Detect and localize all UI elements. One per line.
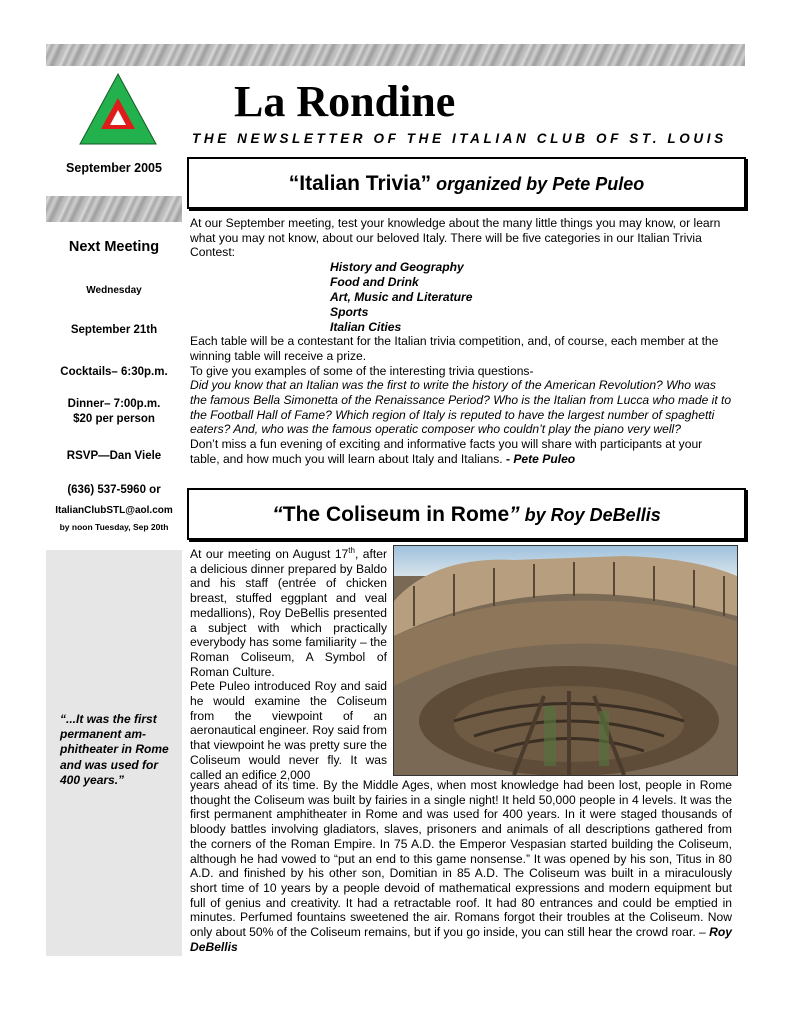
article2-signature: Roy DeBellis xyxy=(190,925,732,954)
list-item: Sports xyxy=(330,304,369,319)
date-suffix: th xyxy=(348,546,355,555)
rsvp-deadline: by noon Tuesday, Sep 20th xyxy=(59,522,169,532)
article1-closing-para xyxy=(190,437,732,466)
article1-signature: - Pete Puleo xyxy=(505,451,576,466)
article2-title: The Coliseum in Rome xyxy=(282,503,510,526)
issue-date: September 2005 xyxy=(66,161,162,175)
article2-para2: Pete Puleo introduced Roy and said he would examine the Coliseum from the viewpoint of an aeronautical engineer. Roy said from that viewpoint he was pretty sure the Coliseum would never fly. It was called an edifice 2,000 xyxy=(190,679,387,782)
article1-title: “Italian Trivia” xyxy=(288,172,432,195)
rsvp-email[interactable]: ItalianClubSTL@aol.com xyxy=(55,505,173,516)
para1-rest: , after a delicious dinner prepared by Baldo and his staff (entrée of chicken breast, stuffed eggplant and veal medallions), Roy DeBellis presented a subject with which practically everybody has some familiarity – the Roman Coliseum, A Symbol of Roman Culture. xyxy=(190,547,388,679)
list-item: History and Geography xyxy=(330,260,464,274)
article2-para1 xyxy=(190,544,387,679)
title-open-quote: “ xyxy=(272,503,283,526)
article2-heading-box xyxy=(187,488,746,540)
article1-heading-box xyxy=(187,157,746,209)
article1-intro: At our September meeting, test your knowledge about the many little things you may know, or learn what you may not know, about our beloved Italy. There will be five categories in our Italian Trivia Contest: xyxy=(190,216,721,260)
article1-questions: Did you know that an Italian was the first to write the history of the American Revolution? Who was the famous Bella Simonetta of the Renaissance Period? Who is the Italian from Lucca who made it to the Football Hall of Fame? Which region of Italy is reputed to have the largest number of spaghetti eaters? And, who was the famous operatic composer who couldn’t play the piano very well? xyxy=(190,378,732,437)
article2-body xyxy=(190,778,732,954)
dinner-time: Dinner– 7:00p.m. xyxy=(67,398,161,410)
pull-quote: “...It was the first permanent am-phitheater in Rome and was used for 400 years.” xyxy=(60,712,169,787)
title-close-quote: ” xyxy=(509,503,520,526)
article1-para2: Each table will be a contestant for the Italian trivia competition, and, of course, each member at the winning table will receive a prize. xyxy=(190,334,719,363)
meeting-date: September 21th xyxy=(70,324,158,336)
article1-closing: Don’t miss a fun evening of exciting and informative facts you will share with participants at your table, and how much you will learn about Italy and Italians. xyxy=(190,437,703,466)
coliseum-photo xyxy=(393,545,738,776)
list-item: Italian Cities xyxy=(330,319,402,334)
list-item: Food and Drink xyxy=(330,274,419,289)
newsletter-subtitle: THE NEWSLETTER OF THE ITALIAN CLUB OF ST. LOUIS xyxy=(192,131,727,146)
trivia-categories xyxy=(330,260,472,335)
cocktails-time: Cocktails– 6:30p.m. xyxy=(60,366,168,378)
rsvp-contact: RSVP—Dan Viele xyxy=(66,450,162,462)
article2-body-text: years ahead of its time. By the Middle Ages, when most knowledge had been lost, people in Rome thought the Coliseum was built by fairies in a single night! It held 50,000 people in 4 levels. It was the first permanent amphitheater in Rome and was used for 400 years. In it were staged thousands of bloody battles involving gladiators, slaves, prisoners and animals of all descriptions gathered from the corners of the Roman Empire. In 75 A.D. the Emperor Vespasian started building the Coliseum, although he had vowed to “put an end to this game nonsense.” It was opened by his son, Titus in 80 A.D. and finished by his other son, Domitian in 85 A.D. The Coliseum was built in a miraculously short time of 10 years by a people devoid of mathematical expressions and modern equipment but full of genius and creativity. It had a retractable roof. It had 80 entrances and could be emptied in minutes. Perfumed fountains sweetened the air. Romans forgot their troubles at the Coliseum. Now only about 50% of the Coliseum remains, but if you go inside, you can still hear the crowd roar. – xyxy=(190,778,732,940)
article1-byline: organized by Pete Puleo xyxy=(431,174,645,194)
article1-body xyxy=(190,216,732,466)
newsletter-title: La Rondine xyxy=(234,77,456,126)
dinner-price: $20 per person xyxy=(73,413,155,425)
article2-byline: by Roy DeBellis xyxy=(519,505,661,525)
sidebar-marble-bar xyxy=(46,196,182,222)
club-logo-icon xyxy=(78,72,158,146)
meeting-day: Wednesday xyxy=(86,285,142,296)
next-meeting-heading: Next Meeting xyxy=(68,239,160,255)
para1-start: At our meeting on August 17 xyxy=(190,547,349,562)
rsvp-phone: (636) 537-5960 or xyxy=(67,484,161,496)
article2-column xyxy=(190,544,387,782)
top-marble-bar xyxy=(46,44,745,66)
article1-para3: To give you examples of some of the interesting trivia questions- xyxy=(190,363,534,378)
list-item: Art, Music and Literature xyxy=(330,289,473,304)
